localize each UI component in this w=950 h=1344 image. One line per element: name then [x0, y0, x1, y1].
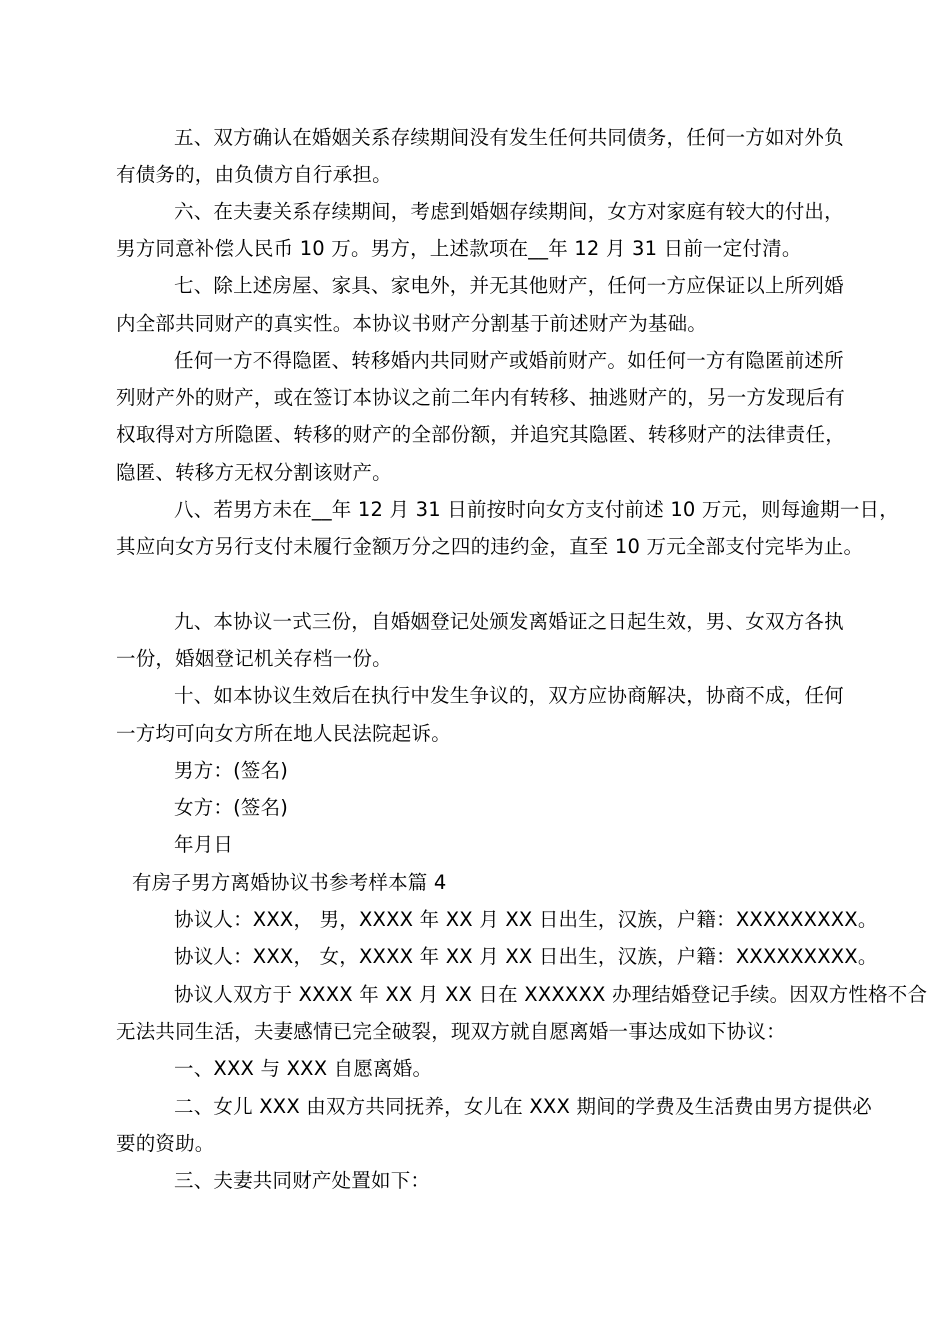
- paragraph-8-line-2: 其应向女方另行支付未履行金额万分之四的违约金，直至 10 万元全部支付完毕为止。: [116, 535, 864, 558]
- paragraph-7b-line-1: 任何一方不得隐匿、转移婚内共同财产或婚前财产。如任何一方有隐匿前述所: [174, 349, 844, 372]
- paragraph-8-line-1: 八、若男方未在__年 12 月 31 日前按时向女方支付前述 10 万元，则每逾期一日，: [174, 498, 899, 521]
- intro-line-1: 协议人双方于 XXXX 年 XX 月 XX 日在 XXXXXX 办理结婚登记手续。因双方性格不合: [174, 983, 928, 1006]
- paragraph-9-line-2: 一份，婚姻登记机关存档一份。: [116, 647, 392, 670]
- female-signature-line: 女方：(签名): [174, 796, 289, 819]
- clause-2-line-1: 二、女儿 XXX 由双方共同抚养，女儿在 XXX 期间的学费及生活费由男方提供必: [174, 1095, 872, 1118]
- clause-3-line: 三、夫妻共同财产处置如下：: [174, 1169, 431, 1192]
- intro-line-2: 无法共同生活，夫妻感情已完全破裂，现双方就自愿离婚一事达成如下协议：: [116, 1020, 786, 1043]
- paragraph-10-line-2: 一方均可向女方所在地人民法院起诉。: [116, 722, 451, 745]
- paragraph-7-line-1: 七、除上述房屋、家具、家电外，并无其他财产，任何一方应保证以上所列婚: [174, 274, 844, 297]
- clause-2-line-2: 要的资助。: [116, 1132, 215, 1155]
- paragraph-5-line-1: 五、双方确认在婚姻关系存续期间没有发生任何共同债务，任何一方如对外负: [174, 126, 844, 149]
- clause-1-line: 一、XXX 与 XXX 自愿离婚。: [174, 1057, 433, 1080]
- paragraph-7b-line-4: 隐匿、转移方无权分割该财产。: [116, 461, 392, 484]
- paragraph-6-line-2: 男方同意补偿人民币 10 万。男方，上述款项在__年 12 月 31 日前一定付清。: [116, 237, 802, 260]
- male-signature-line: 男方：(签名): [174, 759, 289, 782]
- paragraph-6-line-1: 六、在夫妻关系存续期间，考虑到婚姻存续期间，女方对家庭有较大的付出，: [174, 200, 844, 223]
- paragraph-5-line-2: 有债务的，由负债方自行承担。: [116, 163, 392, 186]
- section-title: 有房子男方离婚协议书参考样本篇 4: [132, 871, 447, 894]
- party-2-line: 协议人：XXX， 女，XXXX 年 XX 月 XX 日出生，汉族，户籍：XXXXXXXXX。: [174, 945, 878, 968]
- date-line: 年月日: [174, 833, 234, 856]
- paragraph-7b-line-3: 权取得对方所隐匿、转移的财产的全部份额，并追究其隐匿、转移财产的法律责任，: [116, 423, 845, 446]
- paragraph-7b-line-2: 列财产外的财产，或在签订本协议之前二年内有转移、抽逃财产的，另一方发现后有: [116, 386, 845, 409]
- paragraph-7-line-2: 内全部共同财产的真实性。本协议书财产分割基于前述财产为基础。: [116, 312, 708, 335]
- party-1-line: 协议人：XXX， 男，XXXX 年 XX 月 XX 日出生，汉族，户籍：XXXXXXXXX。: [174, 908, 878, 931]
- paragraph-10-line-1: 十、如本协议生效后在执行中发生争议的，双方应协商解决，协商不成，任何: [174, 684, 844, 707]
- paragraph-9-line-1: 九、本协议一式三份，自婚姻登记处颁发离婚证之日起生效，男、女双方各执: [174, 610, 844, 633]
